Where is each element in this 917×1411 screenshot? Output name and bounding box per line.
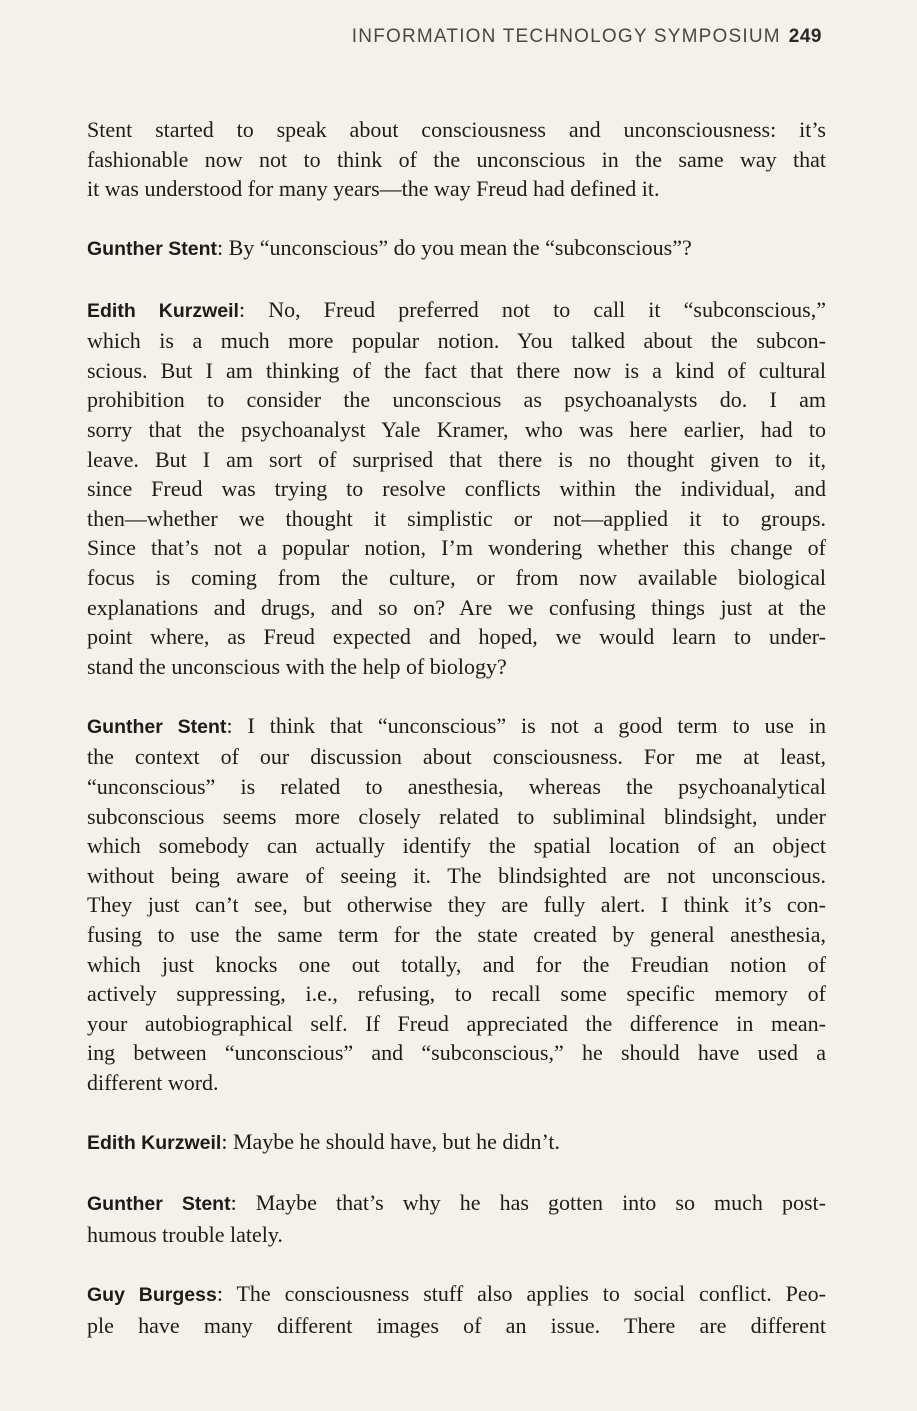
dialogue-paragraph	[87, 233, 826, 265]
line-text: : I think that “unconscious” is not a good term to use in	[226, 712, 826, 738]
line-text: prohibition to consider the unconscious as psychoanalysts do. I am	[87, 387, 826, 413]
text-line	[87, 415, 826, 445]
text-line	[87, 979, 826, 1009]
dialogue-paragraph	[87, 1188, 826, 1249]
running-header	[352, 26, 822, 48]
text-line	[87, 385, 826, 415]
speaker-name: Gunther Stent	[87, 238, 217, 261]
line-text: : By “unconscious” do you mean the “subconscious”?	[217, 235, 692, 261]
narrative-paragraph	[87, 115, 826, 204]
speaker-name: Gunther Stent	[87, 1193, 231, 1216]
line-text: ing between “unconscious” and “subconscious,” he should have used a	[87, 1040, 826, 1066]
line-text: : Maybe that’s why he has gotten into so much post-	[230, 1190, 826, 1216]
line-text: fashionable now not to think of the unconscious in the same way that	[87, 146, 826, 172]
speaker-name: Gunther Stent	[87, 715, 227, 738]
text-line	[87, 593, 826, 623]
text-line	[87, 1009, 826, 1039]
line-text: sorry that the psychoanalyst Yale Kramer, who was here earlier, had to	[87, 416, 826, 442]
text-line	[87, 890, 826, 920]
text-line	[87, 115, 826, 145]
text-line	[87, 504, 826, 534]
line-text: subconscious seems more closely related to subliminal blindsight, under	[87, 803, 826, 829]
line-text: explanations and drugs, and so on? Are we confusing things just at the	[87, 594, 826, 620]
line-text: actively suppressing, i.e., refusing, to recall some specific memory of	[87, 981, 826, 1007]
text-line	[87, 1311, 826, 1341]
running-title: INFORMATION TECHNOLOGY SYMPOSIUM	[351, 26, 781, 47]
text-line	[87, 326, 826, 356]
text-line	[87, 1279, 826, 1311]
line-text: Stent started to speak about consciousness and unconsciousness: it’s	[87, 117, 826, 142]
text-line	[87, 950, 826, 980]
text-line	[87, 174, 826, 204]
text-line	[87, 533, 826, 563]
text-line	[87, 622, 826, 652]
line-text: fusing to use the same term for the state created by general anesthesia,	[87, 922, 826, 948]
line-text: Since that’s not a popular notion, I’m wondering whether this change of	[87, 535, 826, 561]
text-line	[87, 356, 826, 386]
text-line	[87, 233, 826, 265]
line-text: : The consciousness stuff also applies to social conflict. Peo-	[216, 1281, 827, 1307]
text-line	[87, 742, 826, 772]
text-line	[87, 1127, 826, 1159]
line-text: without being aware of seeing it. The blindsighted are not unconscious.	[87, 862, 826, 888]
text-line	[87, 1220, 826, 1250]
line-text: : Maybe he should have, but he didn’t.	[221, 1129, 561, 1155]
line-text: the context of our discussion about consciousness. For me at least,	[87, 744, 826, 770]
text-line	[87, 1068, 826, 1098]
line-text: scious. But I am thinking of the fact that there now is a kind of cultural	[87, 357, 826, 383]
text-line	[87, 295, 826, 327]
line-text: humous trouble lately.	[87, 1221, 283, 1247]
dialogue-paragraph	[87, 1279, 826, 1340]
speaker-name: Edith Kurzweil	[87, 299, 239, 322]
dialogue-paragraph	[87, 295, 826, 682]
page-number: 249	[788, 26, 822, 47]
text-line	[87, 145, 826, 175]
speaker-name: Edith Kurzweil	[87, 1132, 222, 1155]
line-text: point where, as Freud expected and hoped, we would learn to under-	[87, 624, 826, 650]
line-text: since Freud was trying to resolve conflicts within the individual, and	[87, 476, 826, 502]
text-line	[87, 802, 826, 832]
line-text: your autobiographical self. If Freud appreciated the difference in mean-	[87, 1010, 826, 1036]
line-text: They just can’t see, but otherwise they are fully alert. I think it’s con-	[87, 892, 826, 918]
text-line	[87, 831, 826, 861]
text-line	[87, 563, 826, 593]
line-text: “unconscious” is related to anesthesia, whereas the psychoanalytical	[87, 774, 826, 800]
text-line	[87, 772, 826, 802]
text-line	[87, 1188, 826, 1220]
line-text: focus is coming from the culture, or from now available biological	[87, 564, 826, 590]
line-text: which is a much more popular notion. You talked about the subcon-	[87, 328, 826, 354]
text-line	[87, 474, 826, 504]
text-line	[87, 711, 826, 743]
line-text: which somebody can actually identify the spatial location of an object	[87, 833, 826, 859]
text-line	[87, 920, 826, 950]
line-text: which just knocks one out totally, and for the Freudian notion of	[87, 951, 826, 977]
line-text: it was understood for many years—the way Freud had defined it.	[87, 176, 660, 202]
text-line	[87, 861, 826, 891]
line-text: then—whether we thought it simplistic or not—applied it to groups.	[87, 505, 826, 531]
text-line	[87, 445, 826, 475]
line-text: different word.	[87, 1070, 219, 1095]
body-text	[87, 115, 826, 1370]
text-line	[87, 1038, 826, 1068]
text-line	[87, 652, 826, 682]
dialogue-paragraph	[87, 711, 826, 1098]
line-text: : No, Freud preferred not to call it “subconscious,”	[238, 296, 827, 322]
line-text: stand the unconscious with the help of biology?	[87, 653, 507, 679]
dialogue-paragraph	[87, 1127, 826, 1159]
speaker-name: Guy Burgess	[87, 1284, 217, 1307]
line-text: ple have many different images of an issue. There are different	[87, 1312, 826, 1338]
line-text: leave. But I am sort of surprised that there is no thought given to it,	[87, 446, 826, 472]
